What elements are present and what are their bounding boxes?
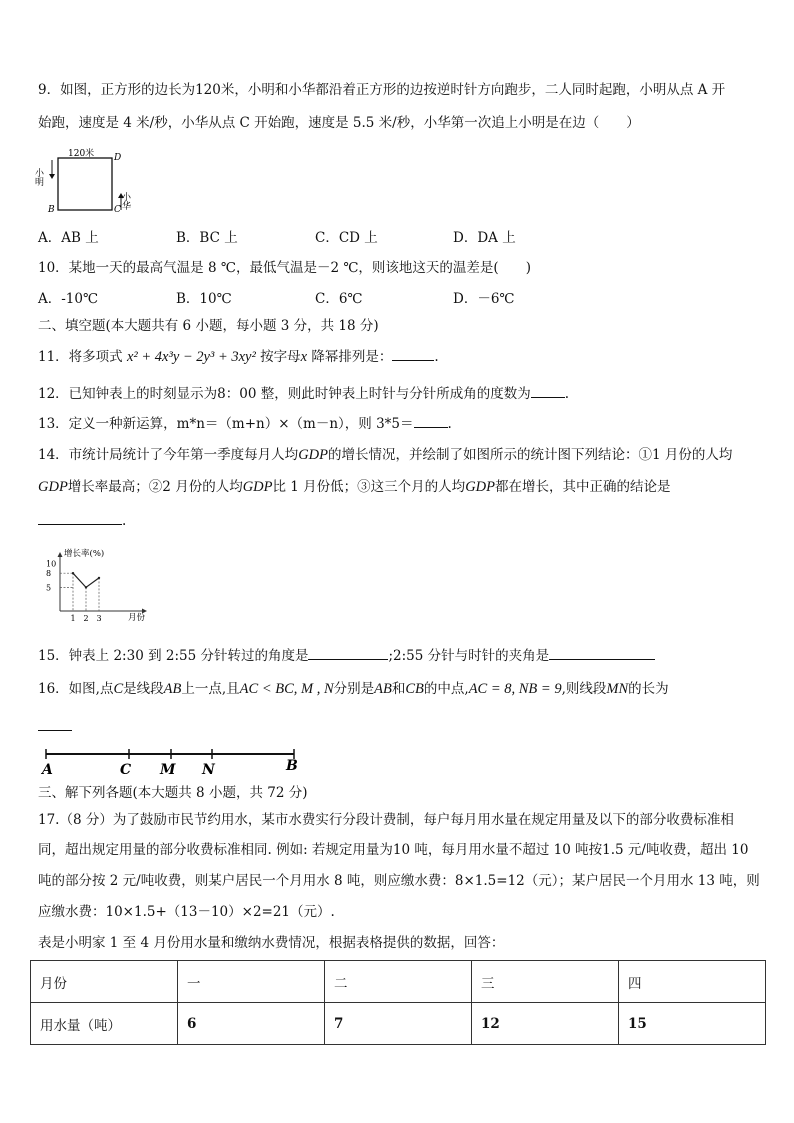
- chart-y-arrow: [58, 552, 63, 557]
- q16-text-h: 的长为: [628, 681, 669, 697]
- q9-label-xiaoming: 小明: [33, 168, 43, 186]
- q16-text-g: ,则线段: [561, 681, 607, 697]
- q16-text-a: 16．如图,点: [38, 681, 114, 697]
- q16-text-c: 上一点,且: [181, 681, 240, 697]
- q14-line3: [38, 510, 126, 531]
- table-cell: 12: [472, 1003, 619, 1045]
- q17-line4: 应缴水费：10×1.5+（13－10）×2=21（元）.: [38, 904, 335, 920]
- table-cell: 7: [325, 1003, 472, 1045]
- q12-end: .: [564, 386, 570, 402]
- q16-text-e: 和: [391, 681, 406, 697]
- q11-var: x: [300, 349, 308, 365]
- table-cell: 三: [472, 961, 619, 1003]
- q15: [38, 645, 655, 666]
- q11-prefix: 11．将多项式: [38, 349, 123, 365]
- chart-data-point: [98, 577, 100, 579]
- chart-data-point: [72, 572, 74, 574]
- table-cell: 月份: [31, 961, 178, 1003]
- q9-line1: 9．如图，正方形的边长为120米，小明和小华都沿着正方形的边按逆时针方向跑步，二人同时起跑，小明从点 A 开: [38, 82, 726, 98]
- q16-mn: MN: [606, 681, 629, 697]
- q16-c: C: [113, 681, 124, 697]
- q14-text-5: 都在增长，其中正确的结论是: [495, 479, 671, 495]
- q16-text-d: 分别是: [333, 681, 375, 697]
- q13-answer-blank[interactable]: [414, 413, 448, 428]
- chart-series-line: [73, 573, 99, 587]
- q17-line3: 吨的部分按 2 元/吨收费，则某户居民一个月用水 8 吨，则应缴水费：8×1.5=12（元）；某户居民一个月用水 13 吨，则: [38, 873, 760, 889]
- q16-cb: CB: [405, 681, 424, 697]
- q9-option-a: A．AB 上: [38, 230, 99, 246]
- chart-y-tick-label: 8: [46, 569, 52, 579]
- q10-option-c: C．6℃: [315, 291, 363, 307]
- q13: [38, 413, 452, 434]
- section2-heading: 二、填空题(本大题共有 6 小题，每小题 3 分，共 18 分): [38, 318, 379, 334]
- q11: [38, 346, 439, 367]
- chart-ylabel: 增长率(%): [64, 549, 105, 559]
- q9-label-xiaohua: 小华: [120, 192, 130, 210]
- q16-segment-figure: [38, 746, 306, 778]
- q17-line2: 同，超出规定用量的部分收费标准相同. 例如: 若规定用量为10 吨，每月用水量不超过 10 吨按1.5 元/吨收费，超出 10: [38, 842, 749, 858]
- q16-text-f: 的中点,: [423, 681, 469, 697]
- q16-point-n: N: [202, 762, 215, 778]
- q12-text: 12．已知钟表上的时刻显示为8：00 整，则此时钟表上时针与分针所成角的度数为: [38, 386, 531, 402]
- table-header-row: [31, 961, 766, 1003]
- q16-cond: AC < BC, M , N: [239, 681, 334, 697]
- q11-suffix: 降幂排列是：: [311, 349, 393, 365]
- chart-y-tick-label: 10: [46, 559, 57, 569]
- q16-answer-blank[interactable]: [38, 716, 72, 731]
- q9-arrowhead-xiaoming: [49, 174, 55, 179]
- q16-point-c: C: [120, 762, 132, 778]
- q15-answer-blank-2[interactable]: [549, 645, 655, 660]
- q10-option-b: B．10℃: [176, 291, 232, 307]
- q14-gdp-4: GDP: [465, 479, 495, 495]
- chart-x-tick-label: 2: [83, 614, 89, 623]
- q16-point-b: B: [286, 758, 298, 774]
- q9-label-d: D: [114, 153, 122, 163]
- table-cell: 用水量（吨）: [31, 1003, 178, 1045]
- q15-text-a: 15．钟表上 2:30 到 2:55 分针转过的角度是: [38, 648, 309, 664]
- q10-option-d: D．－6℃: [453, 291, 515, 307]
- q11-expr: x² + 4x³y − 2y³ + 3xy²: [126, 349, 256, 365]
- q10-option-a: A．-10℃: [38, 291, 99, 307]
- q9-label-b: B: [48, 205, 55, 215]
- chart-x-tick-label: 1: [70, 614, 76, 623]
- q9-square-figure: [33, 146, 136, 216]
- q14-text-4: 比 1 月份低；③这三个月的人均: [272, 479, 466, 495]
- q14-line2: [38, 477, 671, 497]
- q11-answer-blank[interactable]: [392, 346, 434, 361]
- q17-line1: 17.（8 分）为了鼓励市民节约用水，某市水费实行分段计费制，每户每月用水量在规定用量及以下的部分收费标准相: [38, 812, 734, 828]
- q14-text-3: 增长率最高；②2 月份的人均: [67, 479, 243, 495]
- chart-data-point: [85, 586, 87, 588]
- q16-point-m: M: [160, 762, 176, 778]
- q14-gdp-3: GDP: [242, 479, 273, 495]
- q9-line2: 始跑，速度是 4 米/秒，小华从点 C 开始跑，速度是 5.5 米/秒，小华第一次追上小明是在边（ ）: [38, 115, 640, 131]
- table-row: [31, 1003, 766, 1045]
- q14-gdp-1: GDP: [298, 447, 328, 463]
- table-cell: 15: [619, 1003, 766, 1045]
- q16-point-a: A: [42, 762, 53, 778]
- table-cell: 6: [178, 1003, 325, 1045]
- q9-option-d: D．DA 上: [453, 230, 516, 246]
- q11-end: .: [434, 349, 439, 365]
- table-cell: 二: [325, 961, 472, 1003]
- q15-text-b: ;2:55 分针与时针的夹角是: [388, 648, 550, 664]
- table-cell: 四: [619, 961, 766, 1003]
- q14-line1: [38, 445, 732, 465]
- q14-text-2: 的增长情况，并绘制了如图所示的统计图下列结论：①1 月份的人均: [328, 447, 733, 463]
- q16-answer-line: [38, 716, 72, 737]
- q9-option-c: C．CD 上: [315, 230, 378, 246]
- q15-answer-blank-1[interactable]: [308, 645, 388, 660]
- q16-ab-2: AB: [374, 681, 392, 697]
- q17-line5: 表是小明家 1 至 4 月份用水量和缴纳水费情况，根据表格提供的数据，回答：: [38, 935, 505, 951]
- section3-heading: 三、解下列各题(本大题共 8 小题，共 72 分): [38, 785, 308, 801]
- table-cell: 一: [178, 961, 325, 1003]
- q9-option-b: B．BC 上: [176, 230, 238, 246]
- q12-answer-blank[interactable]: [531, 383, 565, 398]
- growth-rate-chart: [40, 545, 155, 623]
- q16-vals: AC = 8, NB = 9: [468, 681, 562, 697]
- q14-text-1: 14．市统计局统计了今年第一季度每月人均: [38, 447, 299, 463]
- q16: [38, 679, 669, 699]
- q13-text: 13．定义一种新运算，m*n＝（m+n）×（m－n），则 3*5＝: [38, 416, 414, 432]
- q16-text-b: 是线段: [123, 681, 164, 697]
- q9-side-label: 120米: [68, 149, 95, 159]
- water-usage-table: [30, 960, 766, 1045]
- q13-end: .: [447, 416, 452, 432]
- q10-text: 10．某地一天的最高气温是 8 ℃，最低气温是－2 ℃，则该地这天的温差是( ): [38, 260, 531, 276]
- q16-ab-1: AB: [163, 681, 182, 697]
- q14-end: .: [122, 513, 127, 529]
- chart-xlabel: 月份: [128, 613, 146, 623]
- q9-label-c: C: [114, 205, 121, 215]
- chart-y-tick-label: 5: [46, 583, 52, 593]
- q14-gdp-2: GDP: [38, 479, 68, 495]
- q11-middle: 按字母: [260, 349, 301, 365]
- chart-x-tick-label: 3: [96, 614, 102, 623]
- q14-answer-blank[interactable]: [38, 510, 122, 525]
- q12: [38, 383, 569, 404]
